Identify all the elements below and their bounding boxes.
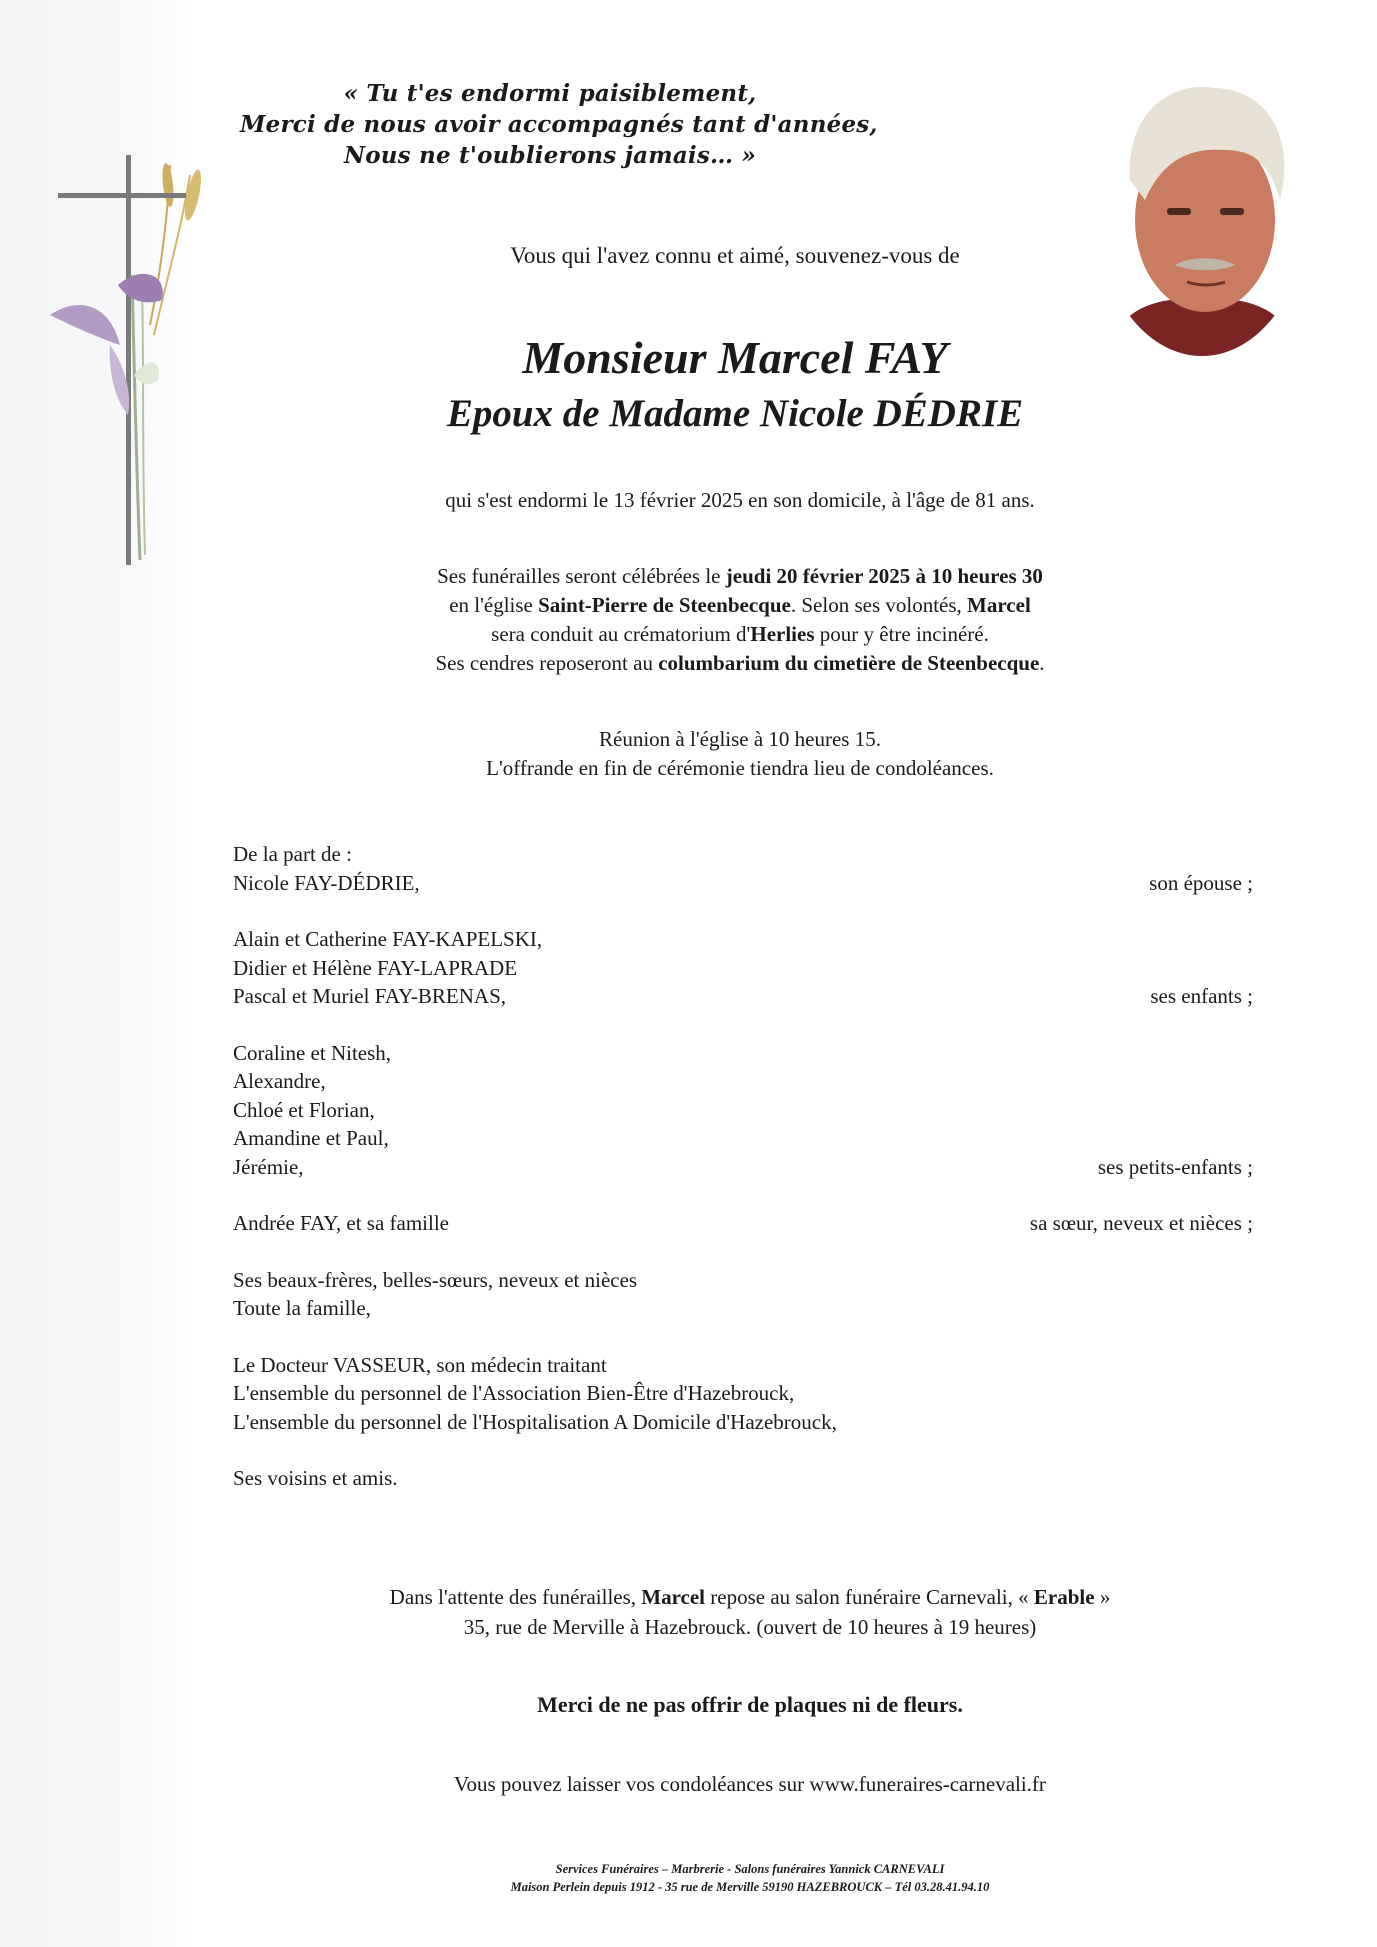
eye	[1167, 208, 1191, 215]
family-row: Toute la famille,	[233, 1296, 371, 1320]
condolences-line: Vous pouvez laisser vos condoléances sur www.funeraires-carnevali.fr	[454, 1772, 1046, 1796]
no-flowers-notice: Merci de ne pas offrir de plaques ni de fleurs.	[537, 1692, 963, 1717]
funeral-line: sera conduit au crématorium d'Herlies pour y être incinéré.	[491, 622, 989, 646]
family-row: Didier et Hélène FAY-LAPRADE	[233, 955, 518, 980]
lily-flower	[118, 274, 163, 303]
spouse-line: Epoux de Madame Nicole DÉDRIE	[446, 392, 1024, 435]
poem-line: « Tu t'es endormi paisiblement,	[343, 80, 757, 107]
lily-flower	[50, 305, 120, 345]
family-row: Chloé et Florian,	[233, 1097, 375, 1122]
intro-line: Vous qui l'avez connu et aimé, souvenez-vous de	[510, 243, 960, 268]
family-row: Coraline et Nitesh,	[233, 1040, 392, 1065]
family-header: De la part de :	[233, 842, 352, 866]
lily-leaf	[134, 362, 159, 384]
deceased-name: Monsieur Marcel FAY	[522, 332, 948, 383]
family-row: Pascal et Muriel FAY-BRENAS, ses enfants ;	[233, 984, 1253, 1008]
family-list	[233, 840, 1253, 1493]
resting-info	[260, 1582, 1240, 1642]
family-row: Le Docteur VASSEUR, son médecin traitant	[233, 1352, 607, 1377]
cross-vertical	[126, 155, 131, 565]
opening-poem	[240, 78, 878, 171]
family-row: Nicole FAY-DÉDRIE, son épouse ;	[233, 870, 1253, 895]
funeral-details	[330, 562, 1150, 678]
rest-line: Dans l'attente des funérailles, Marcel repose au salon funéraire Carnevali, « Erable »	[389, 1585, 1111, 1609]
cross-lily-illustration	[50, 155, 220, 575]
funeral-home-footer	[300, 1860, 1200, 1896]
family-row: Andrée FAY, et sa famille sa sœur, neveux et nièces ;	[233, 1211, 1253, 1235]
lily-stem	[142, 285, 145, 555]
family-row: Amandine et Paul,	[233, 1126, 389, 1150]
family-row: L'ensemble du personnel de l'Association Bien-Être d'Hazebrouck,	[233, 1381, 795, 1405]
rest-line: 35, rue de Merville à Hazebrouck. (ouvert de 10 heures à 19 heures)	[463, 1615, 1037, 1639]
poem-line: Merci de nous avoir accompagnés tant d'années,	[240, 111, 878, 138]
family-row: Alexandre,	[233, 1069, 326, 1093]
meeting-info	[330, 725, 1150, 783]
portrait-photo	[1095, 60, 1310, 360]
family-row: Ses voisins et amis.	[233, 1466, 398, 1490]
lily-stem	[132, 275, 140, 560]
poem-line: Nous ne t'oublierons jamais… »	[344, 142, 756, 169]
family-row: Alain et Catherine FAY-KAPELSKI,	[233, 927, 543, 951]
funeral-line: en l'église Saint-Pierre de Steenbecque. Selon ses volontés, Marcel	[449, 593, 1031, 617]
eye	[1220, 208, 1244, 215]
family-row: Ses beaux-frères, belles-sœurs, neveux et nièces	[233, 1267, 638, 1292]
funeral-line: Ses cendres reposeront au columbarium du cimetière de Steenbecque.	[435, 651, 1045, 675]
footer-line: Maison Perlein depuis 1912 - 35 rue de Merville 59190 HAZEBROUCK – Tél 03.28.41.94.10	[510, 1880, 990, 1894]
meeting-line: Réunion à l'église à 10 heures 15.	[599, 727, 881, 751]
cross-horizontal	[58, 193, 186, 198]
footer-line: Services Funéraires – Marbrerie - Salons funéraires Yannick CARNEVALI	[555, 1862, 945, 1876]
family-row: Jérémie, ses petits-enfants ;	[233, 1154, 1253, 1179]
family-row: L'ensemble du personnel de l'Hospitalisation A Domicile d'Hazebrouck,	[233, 1409, 837, 1434]
wheat-ear	[161, 163, 176, 208]
meeting-line: L'offrande en fin de cérémonie tiendra lieu de condoléances.	[486, 756, 994, 780]
death-notice: qui s'est endormi le 13 février 2025 en son domicile, à l'âge de 81 ans.	[445, 488, 1035, 512]
funeral-line: Ses funérailles seront célébrées le jeudi 20 février 2025 à 10 heures 30	[437, 564, 1043, 588]
